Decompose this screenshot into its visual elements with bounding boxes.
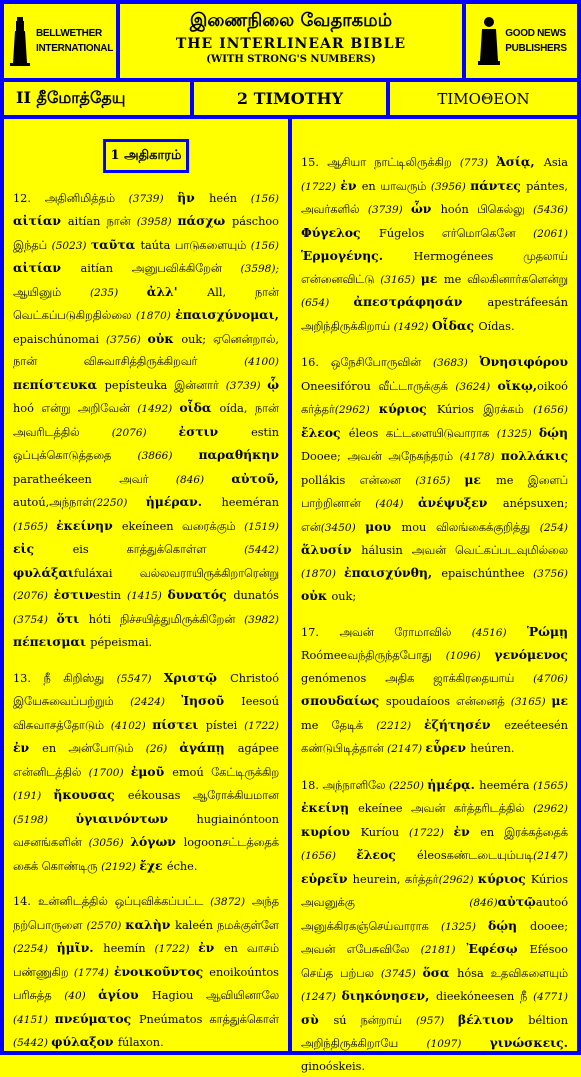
strong-number: (5442) [244,544,279,556]
greek-word: δῴη [488,918,530,933]
strong-number: (1722) [244,720,279,732]
strong-number: (5442) [13,1037,51,1049]
verse-text: me இளைப் பாற்றினான் [301,474,568,511]
verse-text: Oneesifórou வீட்டாருக்குக் [301,380,455,393]
greek-word: καλὴν [125,917,175,932]
verse-text: heurein, கர்த்தர் [353,873,439,886]
verse-text: pepísteuka இன்னார் [105,379,226,392]
strong-number: (4102) [111,720,152,732]
greek-word: ἀλλ' [147,284,207,299]
strong-number: (2962) [439,874,478,886]
strong-number: (2147) [387,743,425,755]
strong-number: (26) [146,743,180,755]
greek-word: ἔχε [139,858,167,873]
greek-word: κύριος [478,871,531,886]
left-column [4,119,288,1051]
greek-word: οἶδα [179,400,219,415]
strong-number: (3165) [415,475,464,487]
strong-number: (2061) [533,228,568,240]
strong-number: (1325) [441,921,488,933]
verse-text: eékousas ஆரோக்கியமான [128,789,279,802]
verse-text: Christoó இயேசுவைப்பற்றும் [13,672,279,709]
right-column [292,119,577,1051]
strong-number: (846) [176,474,231,486]
verse-text: pépeismai. [90,636,152,649]
verse-text: 17. அவன் ரோமாவில் [301,626,472,639]
strong-number: (2250) [92,497,145,509]
verse-text: Roómeeவந்திருந்தபோது [301,649,446,662]
greek-word: αἰτίαν [13,213,68,228]
strong-number: (1097) [426,1038,489,1050]
strong-number: (1870) [301,568,344,580]
verse-text: éleos கட்டளையிடுவாராக [349,427,497,440]
verse-text: hoón பிகெல்லு [441,203,533,216]
greek-word: ἔλεος [356,847,417,862]
verse-text: eis காத்துக்கொள்ள [73,543,244,556]
greek-word: ἀγάπῃ [179,740,237,755]
greek-word: Ἐφέσῳ [466,941,529,956]
greek-word: ἐν [454,824,481,839]
verse-text: fuláxai வல்லவராயிருக்கிறாரென்று [74,567,279,580]
strong-number: (1565) [533,780,568,792]
strong-number: (2424) [130,696,181,708]
verse-text: Kúrios இரக்கம் [437,403,533,416]
strong-number: (235) [90,287,147,299]
verse-text: ginoóskeis. [301,1060,365,1073]
verse-text: en இரக்கத்தைக் [480,826,568,839]
verse-text: dieekóneesen நீ [436,990,533,1003]
verse-text: pístei [206,719,244,732]
verse-text: Efésoo செய்த பற்பல [301,943,568,980]
book-english: 2 TIMOTHY [194,82,386,115]
greek-word: ἐν [198,940,224,955]
verse-text: hoó என்று அறிவேன் [13,402,137,415]
verse-text: epaischúnthee [441,567,533,580]
greek-word: ἀπεστράφησάν [353,294,487,309]
verse-text: estin ஒப்புக்கொடுத்ததை [13,426,279,463]
strong-number: (4178) [460,451,501,463]
greek-word: Χριστῷ [164,670,230,685]
greek-word: σὺ [301,1012,333,1027]
strong-number: (3956) [431,181,470,193]
greek-word: κυρίου [301,824,361,839]
verse-text: Hagiou ஆவியினாலே [152,989,279,1002]
title-english: THE INTERLINEAR BIBLE [120,36,462,52]
greek-word: οὐκ [301,588,331,603]
strong-number: (3754) [13,614,57,626]
greek-word: ἐστιν [54,587,94,602]
verse-text: pántes, அவர்களில் [301,180,568,217]
title-subtitle: (WITH STRONG'S NUMBERS) [120,54,462,65]
verse-text: en யாவரும் [362,180,431,193]
right-logo-line1: GOOD NEWS [505,26,566,41]
greek-word: Οἶδας [432,318,478,333]
verse-text: genómenos அதிக ஜாக்கிரதையாய் [301,672,533,685]
verse-text: agápee என்னிடத்தில் [13,742,279,779]
verse-text: ஆயினும் [13,286,90,299]
greek-word: Ῥώμῃ [527,624,568,639]
verse-13 [13,667,279,879]
strong-number: (2962) [335,404,379,416]
greek-word: πεπίστευκα [13,377,105,392]
greek-word: Ἀσίᾳ, [496,154,544,169]
strong-number: (1656) [301,850,356,862]
verse-text: heén [209,192,251,205]
verse-text: 13. நீ கிறிஸ்து [13,672,117,685]
strong-number: (3745) [381,968,423,980]
verse-text: 15. ஆசியா நாட்டிலிருக்கிற [301,156,460,169]
verse-text: apestráfeesán அறிந்திருக்கிறாய் [301,296,568,333]
greek-word: φυλάξαι [13,565,74,580]
verse-text: அந்த நற்பொருளை [13,895,279,932]
left-logo-line1: BELLWETHER [36,26,113,41]
strong-number: (3683) [433,357,480,369]
verse-text: aitían நான் [68,215,137,228]
strong-number: (5436) [533,204,568,216]
verse-14 [13,891,279,1055]
strong-number: (5547) [117,673,164,685]
greek-word: ἐπαισχύνομαι, [175,307,279,322]
greek-word: ἐν [340,178,361,193]
verse-text: páschoo இந்தப் [13,215,279,252]
verse-text: 18. அந்நாளிலே [301,779,389,792]
verse-text: Hermogénees முதலாய் என்னைவிட்டு [301,250,568,286]
strong-number: (4100) [244,356,279,368]
verse-text: anépsuxen; என் [301,497,568,534]
strong-number: (2212) [376,720,424,732]
verse-text: dooee; அவன் எபேசுவிலே [301,920,568,957]
greek-word: ἁγίου [98,987,152,1002]
strong-number: (5023) [52,240,91,252]
strong-number: (3165) [511,696,552,708]
greek-word: μου [365,519,401,534]
strong-number: (846) [469,897,497,909]
verse-text: enoikoúntos பரிசுத்த [13,966,279,1003]
greek-word: ἔλεος [301,425,349,440]
strong-number: (1325) [497,428,539,440]
strong-number: (3598); [241,263,279,275]
greek-word: Φύγελος [301,225,379,240]
verse-text: sú நன்றாய் [333,1014,416,1027]
strong-number: (1774) [74,967,114,979]
greek-word: γινώσκεις. [490,1035,568,1050]
verse-text: ezeéteesén கண்டுபிடித்தான் [301,719,568,756]
greek-word: ᾧ [267,377,279,392]
greek-word: γενόμενος [494,647,568,662]
verse-text: oída, நான் அவரிடத்தில் [13,402,279,439]
verse-text: hóti நிச்சயித்துமிருக்கிறேன் [89,613,244,626]
strong-number: (1870) [136,310,175,322]
verse-text: hugiainóntoon வசனங்களின் [13,813,279,850]
greek-word: με [464,472,496,487]
greek-word: ἅλυσίν [301,542,361,557]
greek-word: ἀνέψυξεν [418,495,503,510]
verse-text: béltion அறிந்திருக்கிறாயே [301,1014,568,1051]
verse-text: 16. ஒநேசிபோருவின் [301,356,433,369]
figure-icon [476,15,502,67]
greek-word: ἐστιν [179,424,252,439]
greek-word: εἰς [13,541,73,556]
verse-text: Oídas. [478,320,514,333]
verse-text: autoó அனுக்கிரகஞ்செய்வாராக [301,896,568,933]
greek-word: οἴκῳ, [497,378,537,393]
strong-number: (1415) [127,590,168,602]
book-greek: TIMOΘEON [390,82,577,115]
strong-number: (2570) [86,920,125,932]
verse-text: Asia [544,156,568,169]
greek-word: Ἑρμογένης. [301,248,414,263]
strong-number: (2192) [101,861,139,873]
greek-word: Ἰησοῦ [181,693,241,708]
greek-word: ἐν [13,740,42,755]
verse-text: Pneúmatos காத்துக்கொள் [139,1013,279,1026]
verse-text: heemín [103,942,154,955]
verse-text: Dooee; அவன் அநேகந்தரம் [301,450,460,463]
strong-number: (1656) [533,404,568,416]
good-news-logo [466,4,577,78]
verse-text: ekeíneen வரைக்கும் [122,520,244,533]
strong-number: (3165) [380,274,421,286]
greek-word: πολλάκις [501,448,568,463]
greek-word: φύλαξον [51,1034,118,1049]
strong-number: (957) [416,1015,458,1027]
verse-text: kaleén நமக்குள்ளே [175,919,279,932]
strong-number: (4706) [533,673,568,685]
greek-word: βέλτιον [458,1012,528,1027]
strong-number: (773) [460,157,496,169]
strong-number: (5198) [13,814,75,826]
verse-text: All, நான் வெட்கப்படுகிறதில்லை [13,286,279,323]
greek-word: σπουδαίως [301,693,386,708]
greek-word: ἐκείνην [56,518,122,533]
strong-number: (1700) [89,767,131,779]
verse-text: mou விலங்கைக்குறித்து [401,521,539,534]
greek-word: ὧν [411,201,441,216]
strong-number: (254) [540,522,568,534]
verse-text: me விலகினார்களென்று [444,273,568,286]
book-tamil: II தீமோத்தேயு [4,82,190,115]
strong-number: (1519) [244,521,279,533]
bellwether-logo [4,4,116,78]
strong-number: (3982) [244,614,279,626]
strong-number: (4516) [472,627,527,639]
greek-word: ἐμοῦ [131,764,173,779]
verse-text: 14. உன்னிடத்தில் ஒப்புவிக்கப்பட்ட [13,895,210,908]
greek-word: δυνατός [168,587,234,602]
strong-number: (1247) [301,991,341,1003]
strong-number: (3739) [129,193,177,205]
strong-number: (2254) [13,943,57,955]
greek-word: ἡμέρᾳ. [427,777,479,792]
verse-text: me தேடிக் [301,719,376,732]
strong-number: (404) [375,498,418,510]
verse-text: dunatós [233,589,279,602]
verse-16 [301,351,568,608]
verse-text: ekeínee அவன் கர்த்தரிடத்தில் [358,802,533,815]
chapter-label: 1 அதிகாரம் [103,139,189,173]
greek-word: οὐκ [148,331,182,346]
strong-number: (2076) [112,427,179,439]
greek-word: δῴη [539,425,568,440]
greek-word: πάσχω [177,213,232,228]
strong-number: (2076) [13,590,54,602]
strong-number: (4151) [13,1014,55,1026]
verse-text: emoú கேட்டிருக்கிற [172,766,279,779]
greek-word: ὅσα [422,965,457,980]
greek-word: αὐτῷ [498,894,536,909]
verse-text: oikoó கர்த்தர் [301,380,568,417]
verse-text: logoonசட்டத்தைக் கைக் கொண்டிரு [13,836,279,873]
strong-number: (3624) [455,381,497,393]
verse-text: heeméra [479,779,533,792]
verse-text: Kúrios அவனுக்கு [301,873,568,910]
greek-word: ἤκουσας [53,787,127,802]
strong-number: (1722) [301,181,340,193]
strong-number: (1722) [155,943,199,955]
verse-18 [301,774,568,1077]
greek-word: με [551,693,568,708]
verse-17 [301,621,568,761]
verse-text: heúren. [470,742,514,755]
greek-word: Ὀνησιφόρου [480,354,568,369]
title-block [120,4,462,78]
greek-word: ἐκείνῃ [301,800,358,815]
strong-number: (4771) [533,991,568,1003]
greek-word: αἰτίαν [13,260,80,275]
verse-text: 12. அதினிமித்தம் [13,192,129,205]
verse-15 [301,151,568,338]
strong-number: (1565) [13,521,56,533]
verse-text: heeméran [222,496,279,509]
greek-word: αὐτοῦ, [231,471,279,486]
verse-text: Ieesoú விசுவாசத்தோடும் [13,695,279,732]
verse-text: ouk; ஏனென்றால், நான் விசுவாசித்திருக்கிறவர் [13,333,279,369]
strong-number: (1722) [409,827,454,839]
verse-text: ouk; [331,590,356,603]
greek-word: λόγων [130,834,183,849]
strong-number: (3872) [210,896,252,908]
right-logo-line2: PUBLISHERS [505,41,566,56]
strong-number: (3756) [533,568,568,580]
greek-word: παραθήκην [198,447,279,462]
strong-number: (156) [251,193,279,205]
strong-number: (1492) [394,321,432,333]
verse-text: fúlaxon. [118,1036,164,1049]
greek-word: ἣν [177,190,209,205]
verse-text: paratheékeen அவர் [13,473,176,486]
verse-text: aitían அனுபவிக்கிறேன் [80,262,240,275]
greek-word: πέπεισμαι [13,634,90,649]
verse-text: taúta பாடுகளையும் [141,239,251,252]
title-tamil: இணைநிலை வேதாகமம் [120,10,462,33]
greek-word: ὅτι [57,611,89,626]
greek-word: διηκόνησεν, [341,988,436,1003]
greek-word: ἡμέραν. [146,494,222,509]
greek-word: ἐπαισχύνθη, [344,565,441,580]
strong-number: (654) [301,297,353,309]
verse-text: en வாசம் பண்ணுகிற [13,942,279,979]
strong-number: (156) [251,240,279,252]
verse-text: hálusin அவன் வெட்கப்படவுமில்லை [361,544,568,557]
verse-text: epaischúnomai [13,333,106,346]
strong-number: (3739) [226,380,268,392]
verse-text: pollákis என்னை [301,474,415,487]
strong-number: (3450) [321,522,365,534]
greek-word: εὗρεν [425,740,470,755]
greek-word: πίστει [152,717,206,732]
greek-word: πνεύματος [55,1011,139,1026]
strong-number: (1096) [446,650,495,662]
verse-text: éleosகண்டடையும்படி [417,849,533,862]
greek-word: ὑγιαινόντων [75,811,196,826]
tower-icon [7,15,33,67]
greek-word: ἐζήτησέν [424,717,504,732]
strong-number: (3739) [368,204,411,216]
greek-word: ταῦτα [91,237,141,252]
strong-number: (3866) [138,450,199,462]
greek-word: πάντες [470,178,526,193]
strong-number: (2147) [533,850,568,862]
verse-text: estin [93,589,127,602]
verse-text: en அன்போடும் [42,742,146,755]
greek-word: εὑρεῖν [301,871,353,886]
strong-number: (1492) [137,403,179,415]
verse-text: spoudaíoos என்னைத் [386,695,511,708]
strong-number: (3958) [137,216,178,228]
strong-number: (2181) [421,944,467,956]
verse-text: autoú,அந்நாள் [13,496,92,509]
greek-word: ἡμῖν. [57,940,104,955]
greek-word: με [421,271,444,286]
strong-number: (40) [64,990,98,1002]
strong-number: (3056) [89,837,131,849]
verse-text: Fúgelos எர்மொகெனே [379,227,533,240]
strong-number: (2250) [389,780,427,792]
verse-text: éche. [167,860,198,873]
verse-text: hósa உதவிகளையும் [457,967,568,980]
strong-number: (3756) [106,334,148,346]
verse-12 [13,187,279,654]
strong-number: (2962) [533,803,568,815]
left-logo-line2: INTERNATIONAL [36,41,113,56]
strong-number: (191) [13,790,53,802]
greek-word: ἐνοικοῦντος [114,964,209,979]
verse-text: Kuríou [361,826,409,839]
greek-word: κύριος [379,401,437,416]
